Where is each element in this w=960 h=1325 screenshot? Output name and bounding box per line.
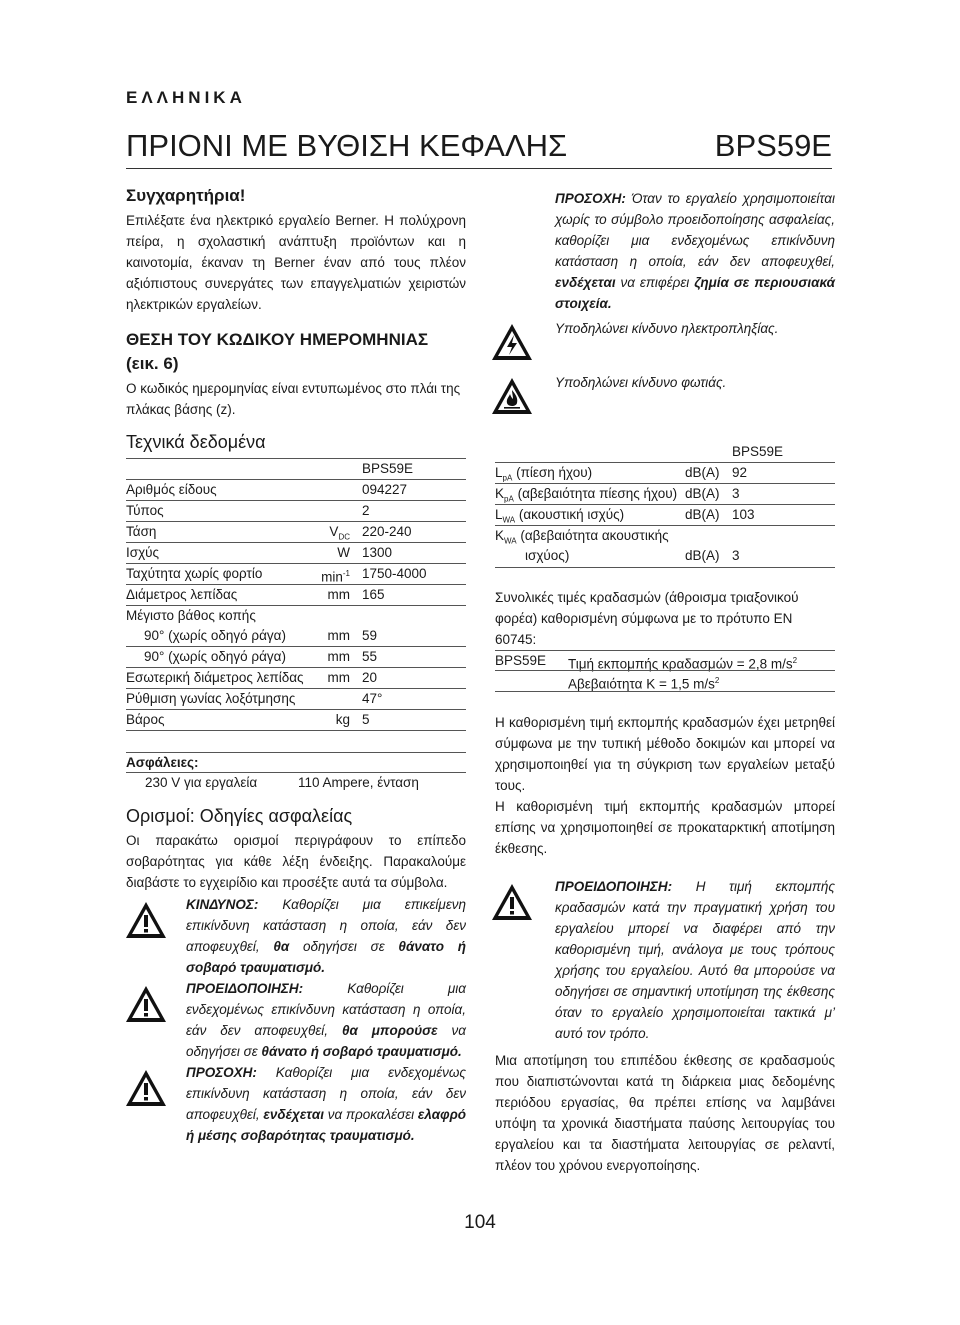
- fire-hazard-icon: [490, 376, 534, 416]
- table-row: Τύπος 2: [126, 501, 466, 522]
- definitions-text: Οι παρακάτω ορισμοί περιγράφουν το επίπεδο σοβαρότητας για κάθε λέξη ένδειξης. Παρακαλούμε διαβάστε το εγχειρίδιο και προσέξτε αυτά τα σύμβολα.: [126, 833, 466, 890]
- fuses-left: 230 V για εργαλεία: [145, 775, 258, 790]
- caution-word: ΠΡΟΣΟΧΗ:: [186, 1065, 257, 1080]
- intro-heading: Συγχαρητήρια!: [126, 186, 246, 205]
- fuses-right: 110 Ampere, ένταση: [298, 775, 419, 790]
- table-row: $K_{pA}$ (αβεβαιότητα πίεσης ήχου) dB(A) 3: [495, 484, 835, 505]
- vibration-para-1: Η καθορισμένη τιμή εκπομπής κραδασμών έχει μετρηθεί σύμφωνα με την τυπική μέθοδο δοκιμών και μπορεί να χρησιμοποιηθεί για τη σύγκριση των εργαλείων μεταξύ τους.: [495, 715, 835, 793]
- table-row: Ρύθμιση γωνίας λοξότμησης 47°: [126, 689, 466, 710]
- warning-icon: [124, 984, 168, 1024]
- date-code-heading: ΘΕΣΗ ΤΟΥ ΚΩΔΙΚΟΥ ΗΜΕΡΟΜΗΝΙΑΣ: [126, 330, 429, 349]
- table-row: 90° (χωρίς οδηγό ράγα) mm 55: [126, 647, 466, 668]
- notice-word: ΠΡΟΣΟΧΗ:: [555, 191, 626, 206]
- noise-table-header: BPS59E: [495, 442, 835, 463]
- electric-hazard-text: Υποδηλώνει κίνδυνο ηλεκτροπληξίας.: [555, 321, 779, 336]
- page-number: 104: [464, 1212, 496, 1233]
- vibration-rule-3: [495, 691, 835, 692]
- vibration-text: Συνολικές τιμές κραδασμών (άθροισμα τριαξονικού φορέα) καθορισμένη σύμφωνα με το πρότυπο EN 60745:: [495, 590, 799, 647]
- tech-table-header: [126, 458, 466, 480]
- language-label: ΕΛΛΗΝΙΚΑ: [126, 88, 246, 107]
- noise-table: [495, 442, 835, 568]
- page-title: ΠΡΙΟΝΙ ΜΕ ΒΥΘΙΣΗ ΚΕΦΑΛΗΣ: [126, 128, 568, 163]
- table-row: 90° (χωρίς οδηγό ράγα) mm 59: [126, 626, 466, 647]
- vibration-warning-icon: [490, 882, 534, 922]
- fire-hazard-text: Υποδηλώνει κίνδυνο φωτιάς.: [555, 375, 727, 390]
- tech-table: [126, 458, 466, 731]
- caution-definition: ΠΡΟΣΟΧΗ: Καθορίζει μια ενδεχομένως επικίνδυνη κατάσταση η οποία, εάν δεν αποφευχθεί, ενδέχεται να προκαλέσει ελαφρό ή μέσης σοβαρότητας τραυματισμό.: [186, 1065, 466, 1143]
- caution-icon: [124, 1068, 168, 1108]
- table-row: Ταχύτητα χωρίς φορτίο $\min^{-1}$ 1750-4000: [126, 564, 466, 585]
- table-row: Αριθμός είδους 094227: [126, 480, 466, 501]
- date-code-text: Ο κωδικός ημερομηνίας είναι εντυπωμένος στο πλάι της πλάκας βάσης (z).: [126, 381, 461, 417]
- table-row: $L_{pA}$ (πίεση ήχου) dB(A) 92: [495, 463, 835, 484]
- tech-model-col: BPS59E: [362, 461, 414, 476]
- fuses-heading: Ασφάλειες:: [126, 755, 199, 770]
- definitions-heading: Ορισμοί: Οδηγίες ασφαλείας: [126, 806, 353, 826]
- warning-definition: ΠΡΟΕΙΔΟΠΟΙΗΣΗ: Καθορίζει μια ενδεχομένως επικίνδυνη κατάσταση η οποία, εάν δεν αποφευχθεί, θα μπορούσε να οδηγήσει σε θάνατο ή σοβαρό τραυματισμό.: [186, 981, 466, 1059]
- vibration-emission: Τιμή εκπομπής κραδασμών = 2,8 $m/s^2$: [568, 656, 798, 672]
- danger-warning-icon: [124, 900, 168, 940]
- tech-heading: Τεχνικά δεδομένα: [126, 432, 266, 452]
- vibration-model: BPS59E: [495, 653, 547, 668]
- date-code-heading-ref: (εικ. 6): [126, 354, 179, 373]
- vibration-warning: ΠΡΟΕΙΔΟΠΟΙΗΣΗ: Η τιμή εκπομπής κραδασμών κατά την πραγματική χρήση του εργαλείου μπορεί να διαφέρει από την καθορισμένη τιμή, ανάλογα με τους τρόπους χρήσης του εργαλείου. Αυτό θα μπορούσε να οδηγήσει σε σημαντική υποτίμηση της έκθεσης όταν το εργαλείο χρησιμοποιείται τακτικά μ’ αυτό τον τρόπο.: [555, 879, 835, 1041]
- table-row: Μέγιστο βάθος κοπής: [126, 608, 256, 623]
- danger-definition: ΚΙΝΔΥΝΟΣ: Καθορίζει μια επικείμενη επικίνδυνη κατάσταση η οποία, εάν δεν αποφευχθεί, θα οδηγήσει σε θάνατο ή σοβαρό τραυματισμό.: [186, 897, 466, 975]
- model-title: BPS59E: [714, 128, 832, 163]
- electric-shock-icon: [490, 322, 534, 362]
- table-row: Τάση $V_{DC}$ 220-240: [126, 522, 466, 543]
- table-row: $L_{WA}$ (ακουστική ισχύς) dB(A) 103: [495, 505, 835, 526]
- intro-text: Επιλέξατε ένα ηλεκτρικό εργαλείο Berner. Η πολύχρονη πείρα, η σχολαστική ανάπτυξη προϊόντων και η καινοτομία, έκαναν τη Berner έναν από τους πλέον αξιόπιστους συνεργάτες των επαγγελματιών χειριστών ηλεκτρικών εργαλείων.: [126, 213, 466, 312]
- warning-word: ΠΡΟΕΙΔΟΠΟΙΗΣΗ:: [186, 981, 304, 996]
- title-rule: [126, 168, 832, 169]
- vibration-para-3: Μια αποτίμηση του επιπέδου έκθεσης σε κραδασμούς που διαπιστώνονται κατά τη διάρκεια μιας δεδομένης περιόδου εργασίας, θα πρέπει επίσης να λαμβάνει υπόψη τα χρονικά διαστήματα παύσης λειτουργίας του εργαλείου και τα διαστήματα λειτουργίας σε ρελαντί, πλέον του χρόνου ενεργοποίησης.: [495, 1053, 835, 1173]
- table-row: Εσωτερική διάμετρος λεπίδας mm 20: [126, 668, 466, 689]
- table-row: Ισχύς W 1300: [126, 543, 466, 564]
- vibration-warning-word: ΠΡΟΕΙΔΟΠΟΙΗΣΗ:: [555, 879, 673, 894]
- table-row: Διάμετρος λεπίδας mm 165: [126, 585, 466, 606]
- table-row: Βάρος kg 5: [126, 710, 466, 731]
- table-row: $K_{WA}$ (αβεβαιότητα ακουστικής ισχύος) dB(A) 3: [495, 526, 835, 568]
- vibration-uncertainty: Αβεβαιότητα K = 1,5 $m/s^2$: [568, 676, 720, 692]
- danger-word: ΚΙΝΔΥΝΟΣ:: [186, 897, 259, 912]
- vibration-para-2: Η καθορισμένη τιμή εκπομπής κραδασμών μπορεί επίσης να χρησιμοποιηθεί σε προκαταρκτική αποτίμηση έκθεσης.: [495, 799, 835, 856]
- notice-text: ΠΡΟΣΟΧΗ: Όταν το εργαλείο χρησιμοποιείται χωρίς το σύμβολο προειδοποίησης ασφαλείας, καθορίζει μια ενδεχομένως επικίνδυνη κατάσταση η οποία, εάν δεν αποφευχθεί, ενδέχεται να επιφέρει ζημία σε περιουσιακά στοιχεία.: [555, 191, 835, 311]
